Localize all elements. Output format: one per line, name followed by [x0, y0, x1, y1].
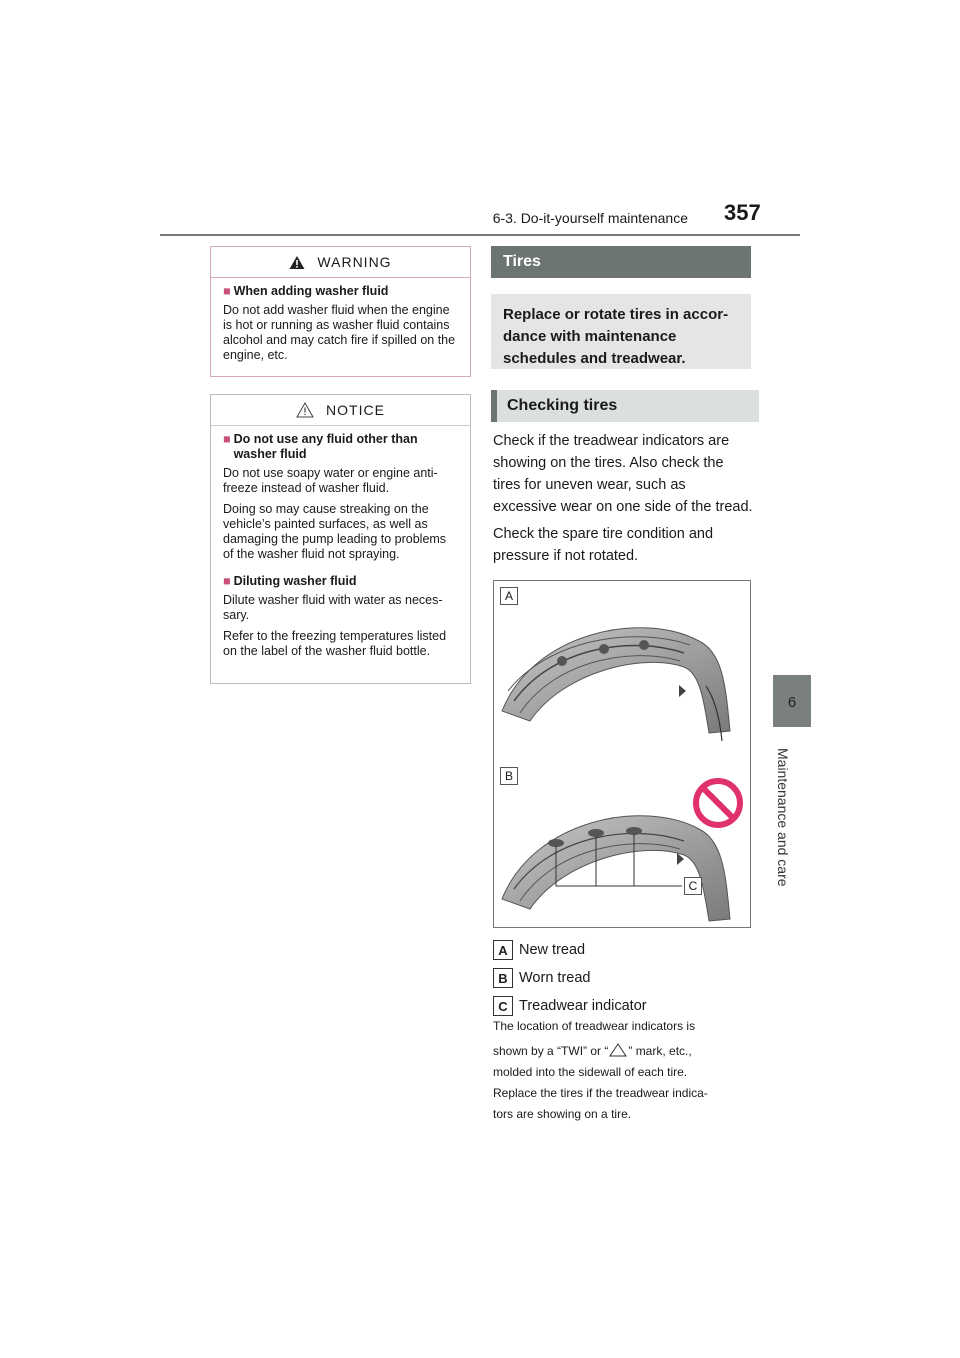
warning-icon — [289, 255, 305, 270]
notice-text-4: Refer to the freezing temperatures listed on the label of the washer fluid bottle. — [223, 629, 447, 658]
prohibited-icon — [696, 781, 740, 825]
warning-title: WARNING — [317, 254, 392, 270]
chapter-label: Maintenance and care — [775, 748, 791, 887]
notice-header — [211, 395, 470, 426]
caution-icon — [296, 402, 314, 418]
warning-subheading: ■ When adding washer fluid — [223, 284, 389, 298]
tire-illustration — [493, 580, 751, 928]
figure-label-a: A — [500, 587, 518, 605]
triangle-mark-icon — [608, 1043, 628, 1057]
figure-legend — [493, 936, 753, 1020]
notice-text-3: Dilute washer fluid with water as neces-sary. — [223, 593, 443, 622]
tires-lead: Replace or rotate tires in accor-dance with maintenance schedules and treadwear. — [491, 294, 751, 369]
header-rule — [160, 234, 800, 236]
checking-paragraph-1: Check if the treadwear indicators are showing on the tires. Also check the tires for uneven wear, such as excessive wear on one side of the tread. — [493, 433, 753, 515]
page-number: 357 — [724, 200, 761, 225]
notice-text-1: Do not use soapy water or engine anti-freeze instead of washer fluid. — [223, 466, 438, 495]
legend-item-a: A New tread — [493, 936, 753, 964]
warning-text: Do not add washer fluid when the engine is hot or running as washer fluid contains alcohol and may catch fire if spilled on the engine, etc. — [223, 303, 456, 362]
checking-tires-heading: Checking tires — [491, 390, 759, 422]
notice-box — [210, 394, 471, 684]
warning-header — [211, 247, 470, 278]
worn-tread-tire — [502, 816, 730, 921]
notice-text-2: Doing so may cause streaking on the vehicle’s painted surfaces, as well as damaging the pump leading to problems of the washer fluid not spraying. — [223, 502, 447, 561]
legend-item-c: C Treadwear indicator — [493, 992, 753, 1020]
warning-box — [210, 246, 471, 377]
notice-subheading-1: ■ Do not use any fluid other than washer fluid — [223, 432, 418, 461]
notice-title: NOTICE — [326, 402, 385, 418]
section-title: 6-3. Do-it-yourself maintenance — [492, 210, 688, 226]
legend-item-b: B Worn tread — [493, 964, 753, 992]
chapter-number: 6 — [787, 694, 797, 711]
checking-paragraph-2: Check the spare tire condition and pressure if not rotated. — [493, 526, 714, 564]
figure-label-c: C — [684, 877, 702, 895]
tires-heading: Tires — [491, 246, 751, 278]
new-tread-tire — [502, 628, 730, 741]
treadwear-note: The location of treadwear indicators is shown by a “TWI” or “ ” mark, etc., molded into the sidewall of each tire. Replace the tires if the treadwear indica- tors are showing on a tire. — [493, 1019, 708, 1121]
figure-label-b: B — [500, 767, 518, 785]
notice-subheading-2: ■ Diluting washer fluid — [223, 574, 357, 588]
